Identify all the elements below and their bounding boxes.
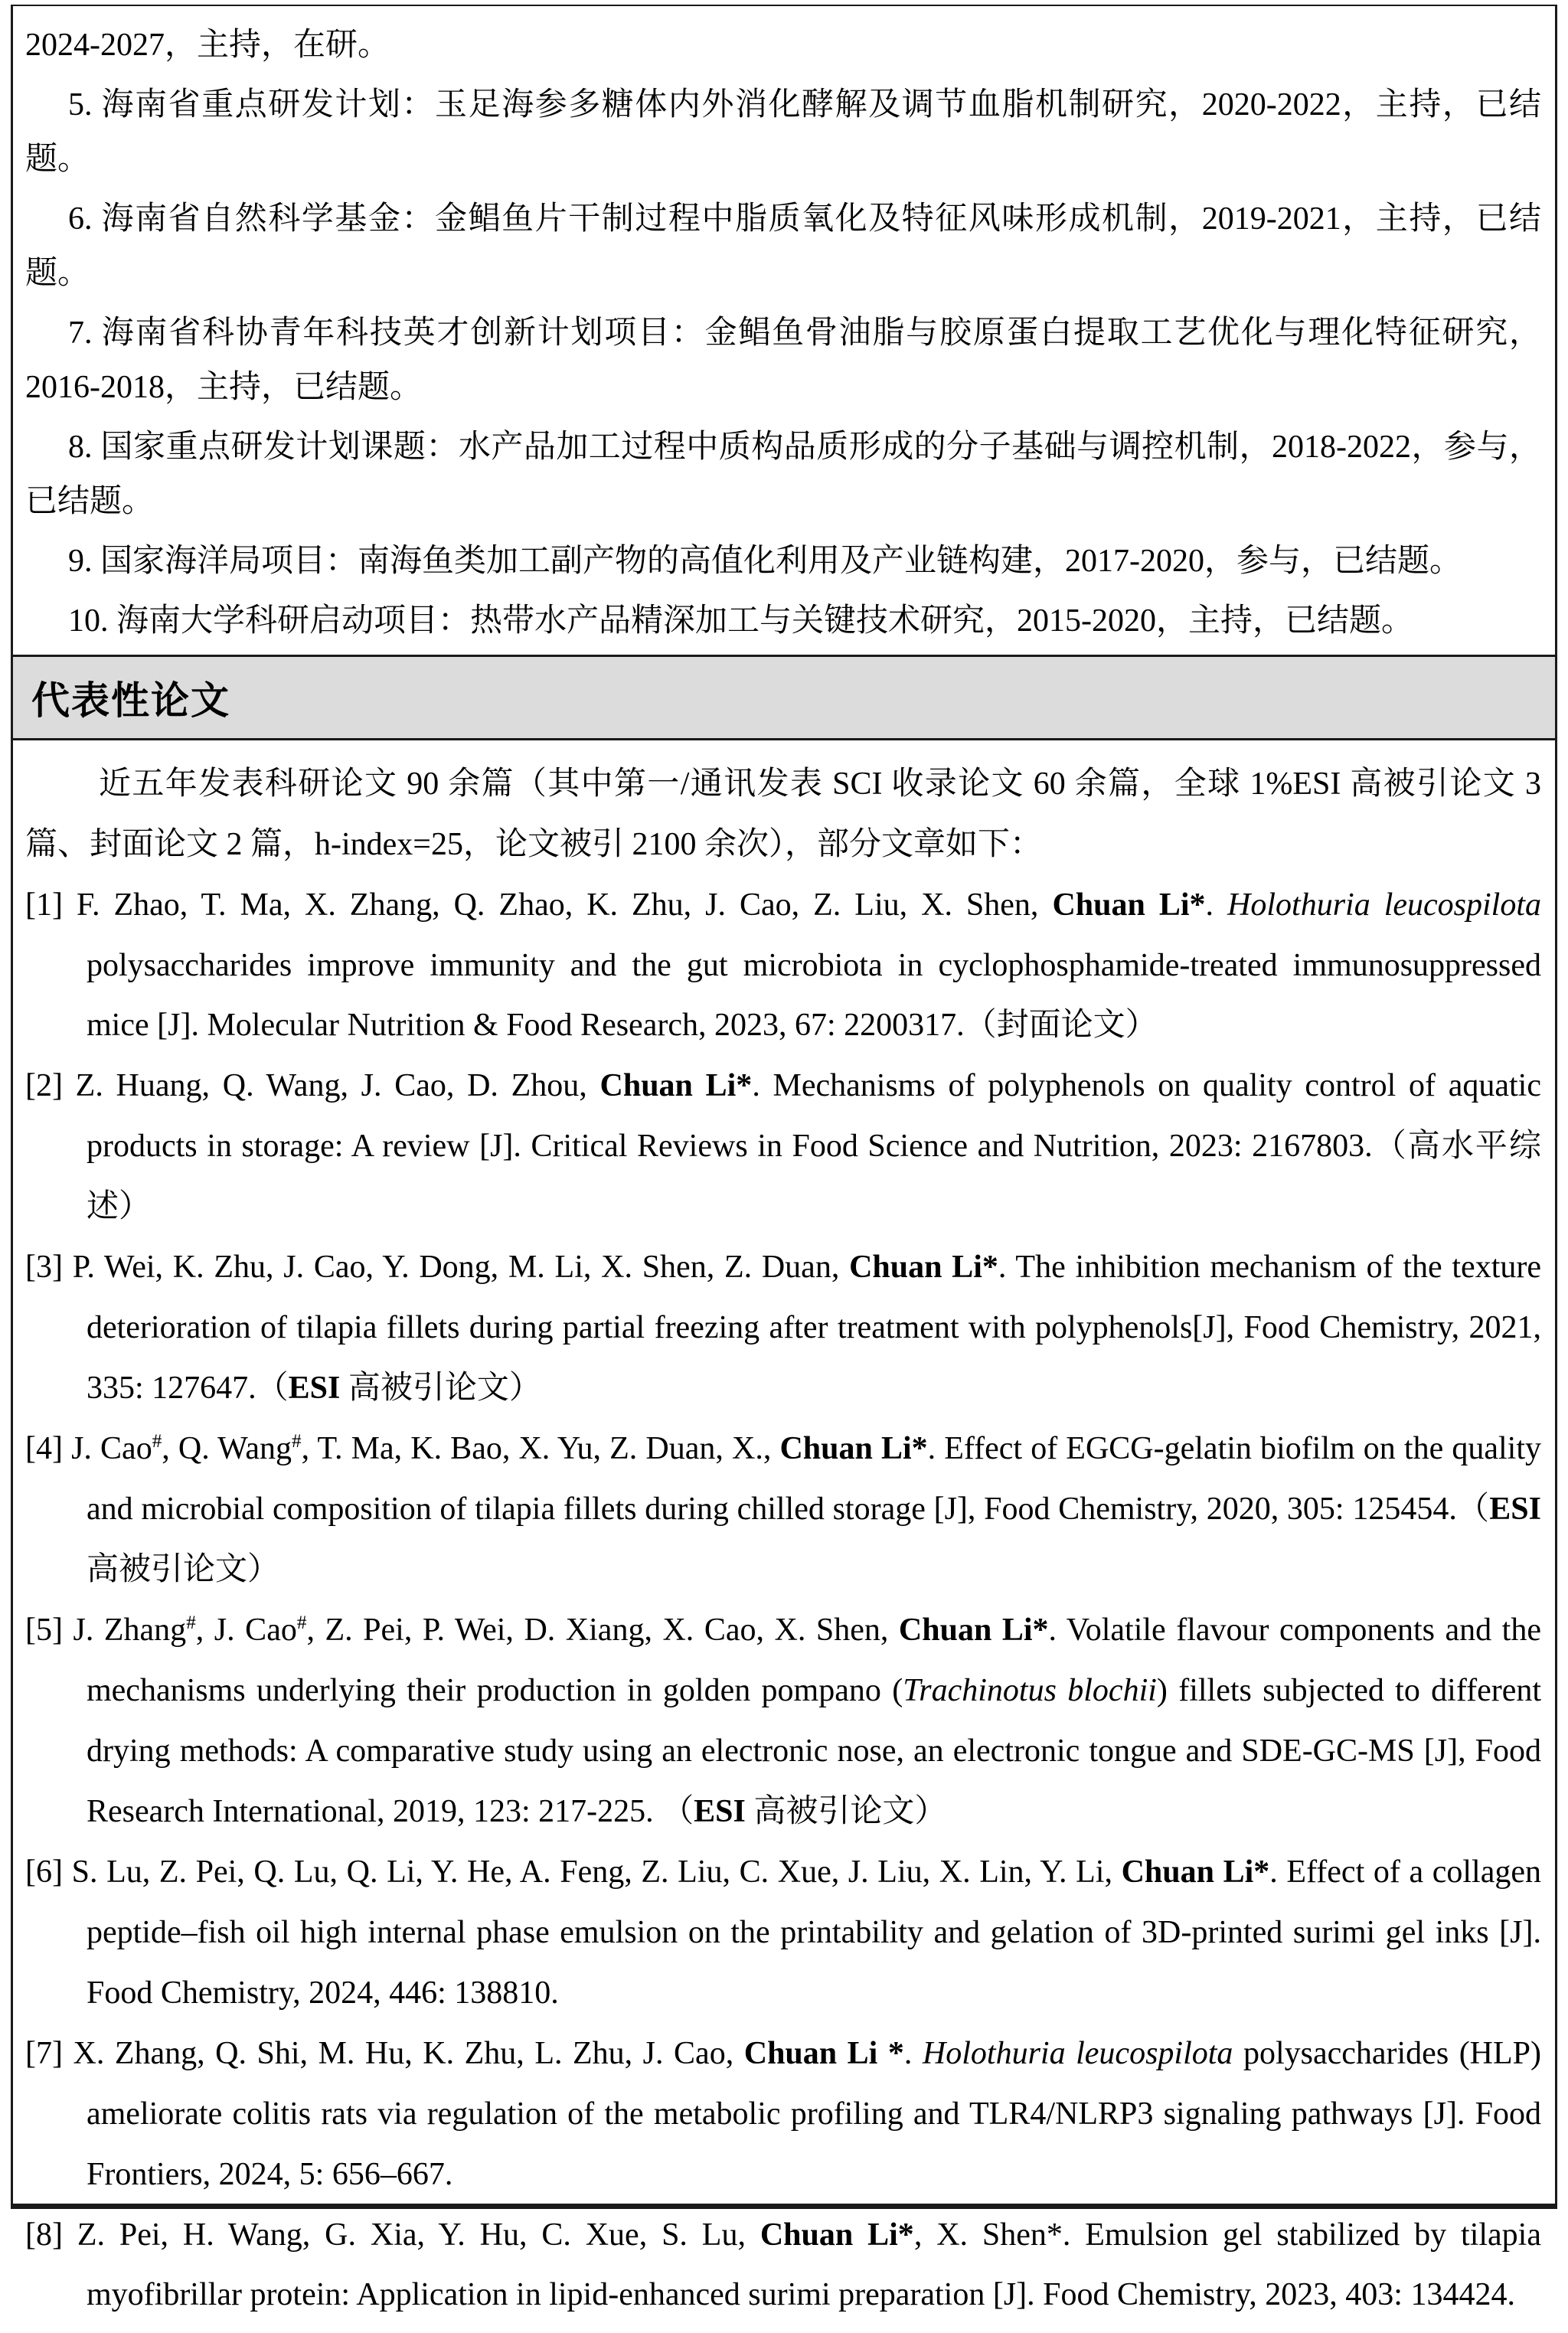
paper-reference-list: [25, 875, 1541, 2326]
project-item: 9. 国家海洋局项目：南海鱼类加工副产物的高值化利用及产业链构建，2017-2020，参与，已结题。: [25, 534, 1541, 589]
reference-text-segment: [3] P. Wei, K. Zhu, J. Cao, Y. Dong, M. Li, X. Shen, Z. Duan,: [25, 1250, 849, 1285]
paper-reference: [25, 1237, 1541, 1419]
reference-text-segment: [8] Z. Pei, H. Wang, G. Xia, Y. Hu, C. Xue, S. Lu,: [25, 2217, 760, 2253]
project-item: 10. 海南大学科研启动项目：热带水产品精深加工与关键技术研究，2015-2020，主持，已结题。: [25, 594, 1541, 649]
project-item: 2024-2027，主持，在研。: [25, 18, 1541, 73]
paper-reference: [25, 1600, 1541, 1842]
reference-text-segment: ) fillets subjected to different drying methods: A comparative study using an electronic nose, an electronic tongue and SDE-GC-MS [J], Food Research International, 2019, 123: 217-225. （: [87, 1673, 1541, 1829]
reference-text-segment: .: [904, 2036, 923, 2071]
reference-text-segment: [7] X. Zhang, Q. Shi, M. Hu, K. Zhu, L. Zhu, J. Cao,: [25, 2036, 744, 2071]
project-item: 7. 海南省科协青年科技英才创新计划项目：金鲳鱼骨油脂与胶原蛋白提取工艺优化与理化特征研究，2016-2018，主持，已结题。: [25, 306, 1541, 415]
reference-text-segment: , J. Cao: [196, 1613, 297, 1648]
paper-reference: [25, 1419, 1541, 1600]
reference-text-segment: Holothuria leucospilota: [1227, 887, 1541, 923]
reference-text-segment: Chuan Li*: [899, 1613, 1049, 1648]
reference-text-segment: , Q. Wang: [162, 1431, 292, 1466]
reference-text-segment: ESI: [1489, 1492, 1541, 1527]
reference-text-segment: #: [292, 1431, 302, 1452]
reference-text-segment: Chuan Li*: [849, 1250, 998, 1285]
paper-reference: [25, 1842, 1541, 2024]
reference-text-segment: . Mechanisms of polyphenols on quality control of aquatic products in storage: A review [J]. Critical Reviews in Food Science and Nutrition, 2023: 2167803.（高水平综述）: [87, 1068, 1541, 1224]
reference-text-segment: [6] S. Lu, Z. Pei, Q. Lu, Q. Li, Y. He, A. Feng, Z. Liu, C. Xue, J. Liu, X. Lin, Y. Li,: [25, 1854, 1122, 1890]
reference-text-segment: 高被引论文）: [340, 1371, 541, 1406]
project-item: 6. 海南省自然科学基金：金鲳鱼片干制过程中脂质氧化及特征风味形成机制，2019-2021，主持，已结题。: [25, 192, 1541, 301]
projects-section: [13, 6, 1555, 655]
reference-text-segment: , Z. Pei, P. Wei, D. Xiang, X. Cao, X. Shen,: [306, 1613, 898, 1648]
reference-text-segment: [5] J. Zhang: [25, 1613, 186, 1648]
project-item: 8. 国家重点研发计划课题：水产品加工过程中质构品质形成的分子基础与调控机制，2018-2022，参与，已结题。: [25, 420, 1541, 529]
reference-text-segment: Chuan Li*: [760, 2217, 914, 2253]
section-header-title: 代表性论文: [31, 670, 230, 725]
reference-text-segment: Holothuria leucospilota: [923, 2036, 1233, 2071]
papers-intro: 近五年发表科研论文 90 余篇（其中第一/通讯发表 SCI 收录论文 60 余篇，全球 1%ESI 高被引论文 3 篇、封面论文 2 篇，h-index=25，论文被引 2100 余次），部分文章如下：: [25, 754, 1541, 875]
reference-text-segment: [1] F. Zhao, T. Ma, X. Zhang, Q. Zhao, K. Zhu, J. Cao, Z. Liu, X. Shen,: [25, 887, 1052, 923]
reference-text-segment: . Effect of EGCG-gelatin biofilm on the quality and microbial composition of tilapia fillets during chilled storage [J], Food Chemistry, 2020, 305: 125454.（: [87, 1431, 1541, 1527]
reference-text-segment: #: [186, 1613, 196, 1633]
document-page: [11, 5, 1557, 2209]
reference-text-segment: Trachinotus blochii: [903, 1673, 1157, 1708]
reference-text-segment: . Volatile flavour components and the mechanisms underlying their production in golden pompano (: [87, 1613, 1541, 1708]
reference-text-segment: polysaccharides improve immunity and the gut microbiota in cyclophosphamide-treated immunosuppressed mice [J]. Molecular Nutrition & Food Research, 2023, 67: 2200317.（封面论文）: [87, 948, 1541, 1044]
papers-section: [13, 740, 1555, 2333]
paper-reference: [25, 2205, 1541, 2326]
reference-text-segment: #: [297, 1613, 307, 1633]
reference-text-segment: #: [152, 1431, 162, 1452]
reference-text-segment: . Effect of a collagen peptide–fish oil high internal phase emulsion on the printability and gelation of 3D-printed surimi gel inks [J]. Food Chemistry, 2024, 446: 138810.: [87, 1854, 1541, 2011]
reference-text-segment: Chuan Li*: [779, 1431, 927, 1466]
reference-text-segment: polysaccharides (HLP) ameliorate colitis rats via regulation of the metabolic profiling and TLR4/NLRP3 signaling pathways [J]. Food Frontiers, 2024, 5: 656–667.: [87, 2036, 1541, 2192]
reference-text-segment: ESI: [694, 1794, 746, 1829]
reference-text-segment: 高被引论文）: [746, 1794, 947, 1829]
reference-text-segment: Chuan Li*: [1122, 1854, 1270, 1890]
reference-text-segment: . The inhibition mechanism of the texture deterioration of tilapia fillets during partial freezing after treatment with polyphenols[J], Food Chemistry, 2021, 335: 127647.（: [87, 1250, 1541, 1406]
reference-text-segment: Chuan Li*: [1052, 887, 1205, 923]
section-header-bar: [13, 655, 1555, 740]
reference-text-segment: Chuan Li *: [744, 2036, 904, 2071]
reference-text-segment: Chuan Li*: [600, 1068, 753, 1103]
reference-text-segment: ESI: [289, 1371, 341, 1406]
reference-text-segment: , T. Ma, K. Bao, X. Yu, Z. Duan, X.,: [302, 1431, 780, 1466]
reference-text-segment: [4] J. Cao: [25, 1431, 152, 1466]
reference-text-segment: .: [1206, 887, 1228, 923]
paper-reference: [25, 2024, 1541, 2205]
reference-text-segment: , X. Shen*. Emulsion gel stabilized by tilapia myofibrillar protein: Application in lipid-enhanced surimi preparation [J]. Food Chemistry, 2023, 403: 134424.: [87, 2217, 1541, 2313]
reference-text-segment: [2] Z. Huang, Q. Wang, J. Cao, D. Zhou,: [25, 1068, 600, 1103]
project-item: 5. 海南省重点研发计划：玉足海参多糖体内外消化酵解及调节血脂机制研究，2020-2022，主持，已结题。: [25, 78, 1541, 187]
paper-reference: [25, 875, 1541, 1057]
reference-text-segment: 高被引论文）: [87, 1552, 279, 1587]
paper-reference: [25, 1056, 1541, 1237]
